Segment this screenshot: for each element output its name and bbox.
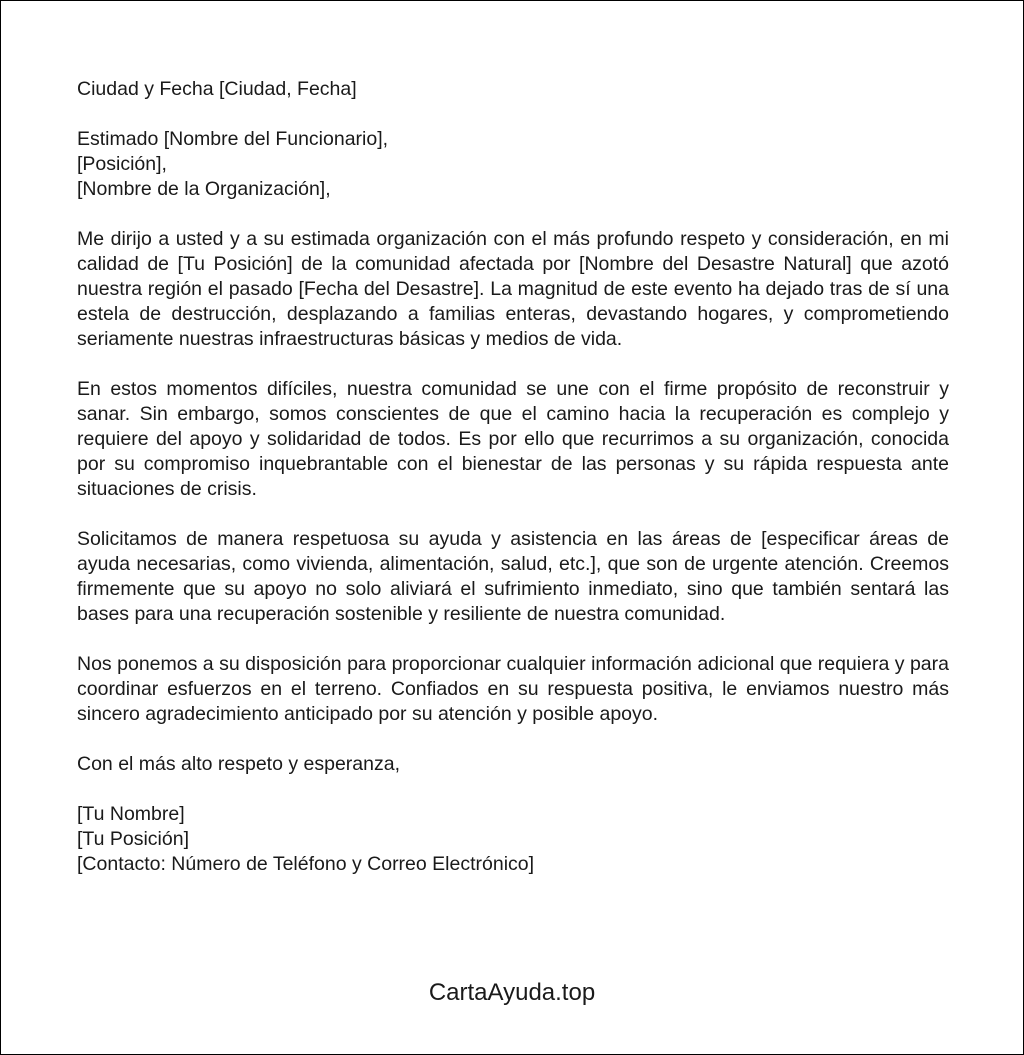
- date-line: [77, 77, 949, 102]
- date-text: Ciudad y Fecha [Ciudad, Fecha]: [77, 78, 357, 100]
- signature-block: [77, 802, 949, 877]
- closing-line: [77, 752, 949, 777]
- letter-body: [77, 77, 949, 902]
- signature-contact: [Contacto: Número de Teléfono y Correo Electrónico]: [77, 853, 535, 875]
- recipient-position: [Posición],: [77, 153, 167, 175]
- body-paragraph-4: Nos ponemos a su disposición para proporcionar cualquier información adicional que requiera y para coordinar esfuerzos en el terreno. Confiados en su respuesta positiva, le enviamos nuestro más sincero agradecimiento anticipado por su atención y posible apoyo.: [77, 653, 949, 725]
- body-paragraph-1: Me dirijo a usted y a su estimada organización con el más profundo respeto y consideración, en mi calidad de [Tu Posición] de la comunidad afectada por [Nombre del Desastre Natural] que azotó nuestra región el pasado [Fecha del Desastre]. La magnitud de este evento ha dejado tras de sí una estela de destrucción, desplazando a familias enteras, devastando hogares, y comprometiendo seriamente nuestras infraestructuras básicas y medios de vida.: [77, 228, 949, 350]
- signature-name: [Tu Nombre]: [77, 803, 185, 825]
- body-paragraph-3: Solicitamos de manera respetuosa su ayuda y asistencia en las áreas de [especificar áreas de ayuda necesarias, como vivienda, alimentación, salud, etc.], que son de urgente atención. Creemos firmemente que su apoyo no solo aliviará el sufrimiento inmediato, sino que también sentará las bases para una recuperación sostenible y resiliente de nuestra comunidad.: [77, 528, 949, 625]
- site-footer: CartaAyuda.top: [428, 979, 596, 1006]
- recipient-organization: [Nombre de la Organización],: [77, 178, 331, 200]
- closing-text: Con el más alto respeto y esperanza,: [77, 753, 401, 775]
- signature-position: [Tu Posición]: [77, 828, 189, 850]
- body-paragraph-2: En estos momentos difíciles, nuestra comunidad se une con el firme propósito de reconstruir y sanar. Sin embargo, somos conscientes de que el camino hacia la recuperación es complejo y requiere del apoyo y solidaridad de todos. Es por ello que recurrimos a su organización, conocida por su compromiso inquebrantable con el bienestar de las personas y su rápida respuesta ante situaciones de crisis.: [77, 378, 949, 500]
- recipient-block: [77, 127, 949, 202]
- recipient-greeting: Estimado [Nombre del Funcionario],: [77, 128, 389, 150]
